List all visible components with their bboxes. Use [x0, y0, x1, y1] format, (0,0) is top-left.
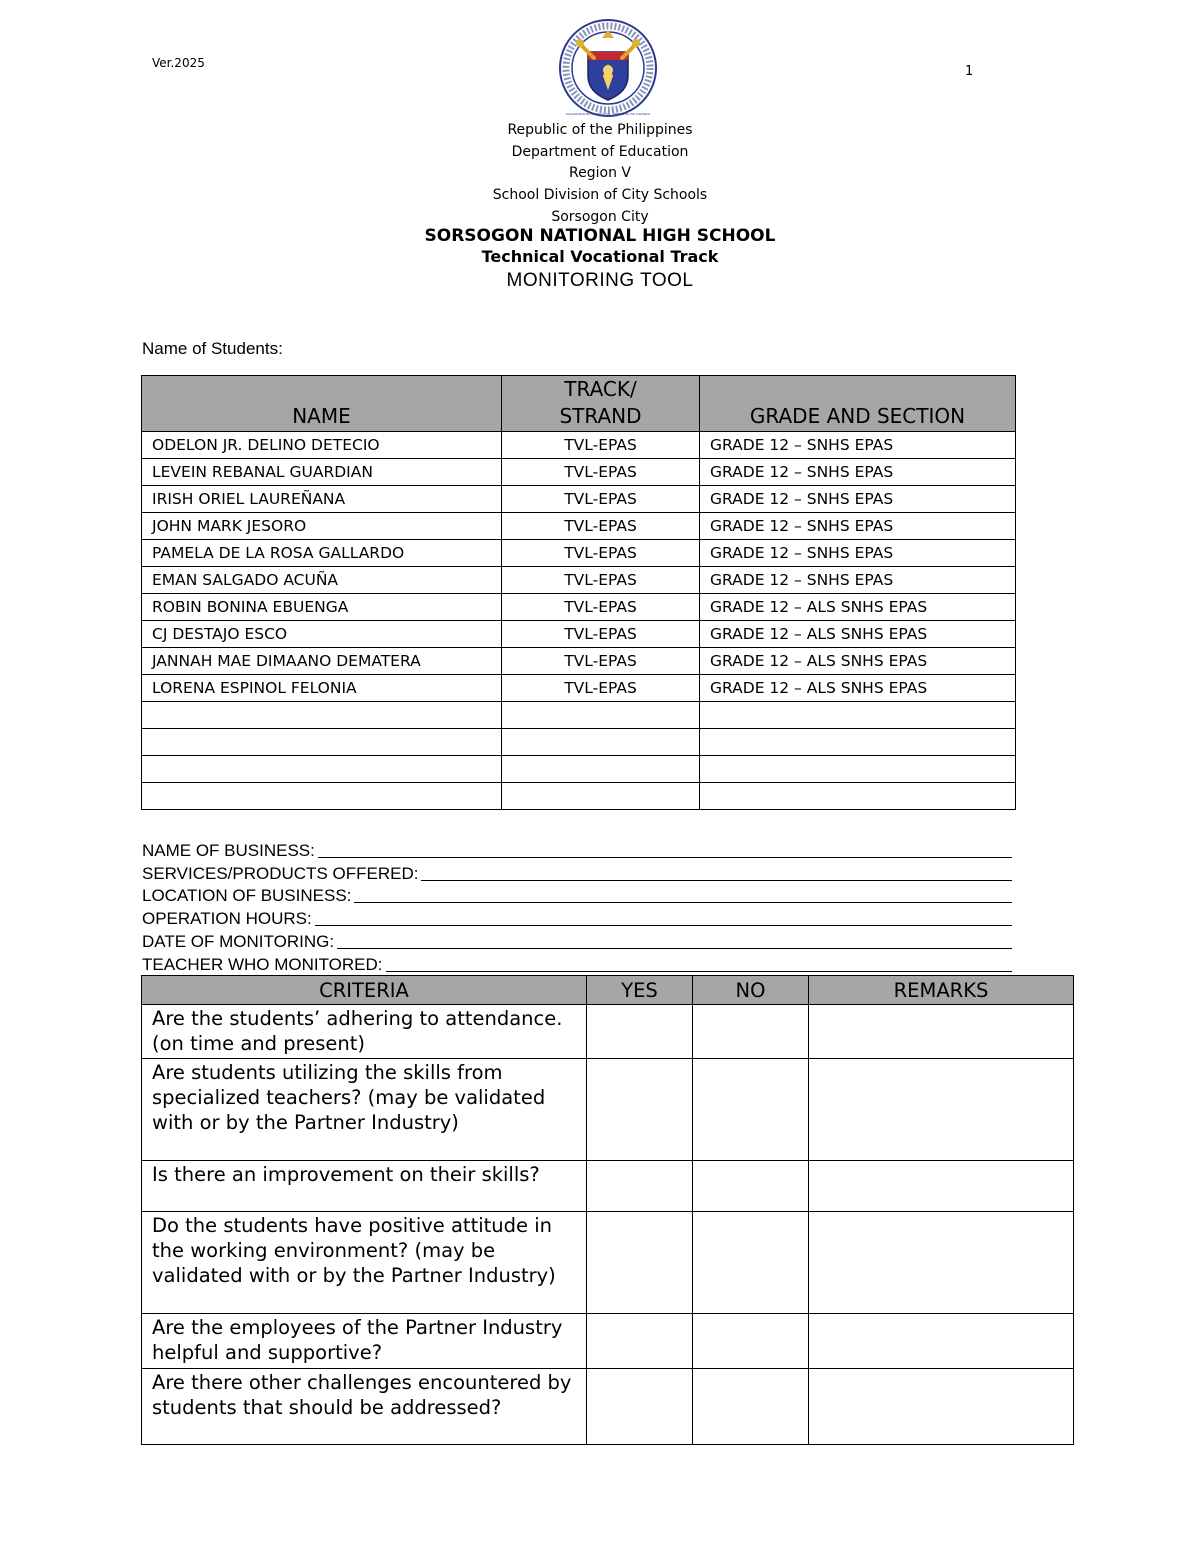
student-grade-cell: GRADE 12 – SNHS EPAS: [700, 459, 1016, 486]
student-name-cell: EMAN SALGADO ACUÑA: [142, 567, 502, 594]
criteria-yes-cell[interactable]: [587, 1314, 693, 1369]
criteria-no-cell[interactable]: [693, 1212, 809, 1314]
student-name-cell: [142, 783, 502, 810]
tool-title: MONITORING TOOL: [506, 270, 694, 291]
student-name-cell: [142, 702, 502, 729]
student-track-cell: TVL-EPAS: [502, 513, 700, 540]
student-grade-cell: [700, 783, 1016, 810]
criteria-row: [142, 1005, 1074, 1059]
col-header-criteria: CRITERIA: [142, 976, 587, 1005]
student-grade-cell: [700, 729, 1016, 756]
col-header-name: NAME: [142, 376, 502, 432]
business-field-row: [142, 954, 1012, 976]
business-field-row: [142, 840, 1012, 862]
student-row: [142, 621, 1016, 648]
business-field-blank-line[interactable]: [318, 840, 1012, 858]
criteria-row: [142, 1369, 1074, 1445]
student-track-cell: TVL-EPAS: [502, 621, 700, 648]
business-field-label: NAME OF BUSINESS:: [142, 841, 315, 860]
student-track-cell: TVL-EPAS: [502, 594, 700, 621]
student-track-cell: [502, 702, 700, 729]
student-row: [142, 459, 1016, 486]
student-track-cell: TVL-EPAS: [502, 648, 700, 675]
criteria-question: Are students utilizing the skills from specialized teachers? (may be validated with or by the Partner Industry): [142, 1059, 587, 1161]
col-header-yes: YES: [587, 976, 693, 1005]
business-field-row: [142, 863, 1012, 885]
version-label: Ver.2025: [152, 56, 205, 70]
student-track-cell: TVL-EPAS: [502, 540, 700, 567]
student-row: [142, 648, 1016, 675]
business-field-blank-line[interactable]: [315, 908, 1012, 926]
student-name-cell: [142, 729, 502, 756]
business-field-label: DATE OF MONITORING:: [142, 932, 335, 951]
student-name-cell: JOHN MARK JESORO: [142, 513, 502, 540]
criteria-row: [142, 1212, 1074, 1314]
deped-seal-logo: [558, 18, 658, 118]
student-grade-cell: GRADE 12 – SNHS EPAS: [700, 432, 1016, 459]
track-title: Technical Vocational Track: [481, 247, 719, 266]
student-grade-cell: GRADE 12 – ALS SNHS EPAS: [700, 621, 1016, 648]
student-track-cell: TVL-EPAS: [502, 432, 700, 459]
student-row: [142, 513, 1016, 540]
business-field-row: [142, 908, 1012, 930]
student-row: [142, 729, 1016, 756]
student-row: [142, 567, 1016, 594]
business-field-blank-line[interactable]: [386, 954, 1012, 972]
student-name-cell: ROBIN BONINA EBUENGA: [142, 594, 502, 621]
business-field-label: OPERATION HOURS:: [142, 909, 312, 928]
criteria-question: Are there other challenges encountered by students that should be addressed?: [142, 1369, 587, 1445]
business-field-blank-line[interactable]: [337, 931, 1012, 949]
criteria-question: Is there an improvement on their skills?: [142, 1161, 587, 1212]
student-track-cell: TVL-EPAS: [502, 486, 700, 513]
student-row: [142, 486, 1016, 513]
student-name-cell: [142, 756, 502, 783]
student-grade-cell: GRADE 12 – ALS SNHS EPAS: [700, 675, 1016, 702]
student-name-cell: JANNAH MAE DIMAANO DEMATERA: [142, 648, 502, 675]
student-name-cell: LEVEIN REBANAL GUARDIAN: [142, 459, 502, 486]
students-table: [141, 375, 1016, 810]
student-row: [142, 432, 1016, 459]
student-grade-cell: GRADE 12 – ALS SNHS EPAS: [700, 594, 1016, 621]
criteria-remarks-cell[interactable]: [809, 1212, 1074, 1314]
criteria-yes-cell[interactable]: [587, 1161, 693, 1212]
criteria-table: [141, 975, 1074, 1445]
criteria-remarks-cell[interactable]: [809, 1059, 1074, 1161]
student-grade-cell: GRADE 12 – ALS SNHS EPAS: [700, 648, 1016, 675]
student-grade-cell: [700, 702, 1016, 729]
criteria-yes-cell[interactable]: [587, 1369, 693, 1445]
student-track-cell: TVL-EPAS: [502, 675, 700, 702]
criteria-yes-cell[interactable]: [587, 1005, 693, 1059]
department-line: Department of Education: [511, 144, 689, 160]
student-grade-cell: GRADE 12 – SNHS EPAS: [700, 513, 1016, 540]
business-field-row: [142, 931, 1012, 953]
republic-line: Republic of the Philippines: [507, 122, 693, 138]
business-field-label: SERVICES/PRODUCTS OFFERED:: [142, 864, 419, 883]
col-header-grade-section: GRADE AND SECTION: [700, 376, 1016, 432]
region-line: Region V: [569, 165, 631, 181]
students-label: Name of Students:: [142, 339, 283, 358]
criteria-row: [142, 1314, 1074, 1369]
student-row: [142, 756, 1016, 783]
seal-text: KAGAWARAN NG EDUKASYON · REPUBLIKA NG PILIPINAS: [565, 112, 651, 116]
criteria-no-cell[interactable]: [693, 1314, 809, 1369]
criteria-no-cell[interactable]: [693, 1369, 809, 1445]
criteria-yes-cell[interactable]: [587, 1212, 693, 1314]
col-header-no: NO: [693, 976, 809, 1005]
student-grade-cell: GRADE 12 – SNHS EPAS: [700, 567, 1016, 594]
criteria-row: [142, 1161, 1074, 1212]
criteria-no-cell[interactable]: [693, 1005, 809, 1059]
student-name-cell: IRISH ORIEL LAUREÑANA: [142, 486, 502, 513]
city-line: Sorsogon City: [551, 209, 649, 225]
criteria-remarks-cell[interactable]: [809, 1005, 1074, 1059]
student-row: [142, 702, 1016, 729]
division-line: School Division of City Schools: [492, 187, 708, 203]
criteria-question: Do the students have positive attitude in the working environment? (may be validated with or by the Partner Industry): [142, 1212, 587, 1314]
student-grade-cell: [700, 756, 1016, 783]
student-track-cell: TVL-EPAS: [502, 459, 700, 486]
student-row: [142, 540, 1016, 567]
student-track-cell: [502, 756, 700, 783]
student-grade-cell: GRADE 12 – SNHS EPAS: [700, 540, 1016, 567]
business-field-label: TEACHER WHO MONITORED:: [142, 955, 383, 974]
criteria-question: Are the employees of the Partner Industry helpful and supportive?: [142, 1314, 587, 1369]
student-track-cell: [502, 783, 700, 810]
student-name-cell: ODELON JR. DELINO DETECIO: [142, 432, 502, 459]
col-header-track-strand: TRACK/ STRAND: [502, 376, 700, 432]
col-header-remarks: REMARKS: [809, 976, 1074, 1005]
criteria-yes-cell[interactable]: [587, 1059, 693, 1161]
criteria-table-body: [142, 1005, 1074, 1445]
business-field-label: LOCATION OF BUSINESS:: [142, 886, 352, 905]
business-field-row: [142, 885, 1012, 907]
student-name-cell: PAMELA DE LA ROSA GALLARDO: [142, 540, 502, 567]
criteria-question: Are the students’ adhering to attendance. (on time and present): [142, 1005, 587, 1059]
student-track-cell: [502, 729, 700, 756]
students-table-body: [142, 432, 1016, 810]
student-row: [142, 675, 1016, 702]
school-name: SORSOGON NATIONAL HIGH SCHOOL: [424, 226, 776, 246]
criteria-remarks-cell[interactable]: [809, 1314, 1074, 1369]
criteria-row: [142, 1059, 1074, 1161]
criteria-no-cell[interactable]: [693, 1059, 809, 1161]
criteria-remarks-cell[interactable]: [809, 1161, 1074, 1212]
student-grade-cell: GRADE 12 – SNHS EPAS: [700, 486, 1016, 513]
student-name-cell: CJ DESTAJO ESCO: [142, 621, 502, 648]
student-name-cell: LORENA ESPINOL FELONIA: [142, 675, 502, 702]
criteria-no-cell[interactable]: [693, 1161, 809, 1212]
business-field-blank-line[interactable]: [421, 863, 1012, 881]
page-number: 1: [965, 64, 974, 79]
business-field-blank-line[interactable]: [354, 885, 1012, 903]
student-row: [142, 783, 1016, 810]
student-track-cell: TVL-EPAS: [502, 567, 700, 594]
student-row: [142, 594, 1016, 621]
criteria-remarks-cell[interactable]: [809, 1369, 1074, 1445]
